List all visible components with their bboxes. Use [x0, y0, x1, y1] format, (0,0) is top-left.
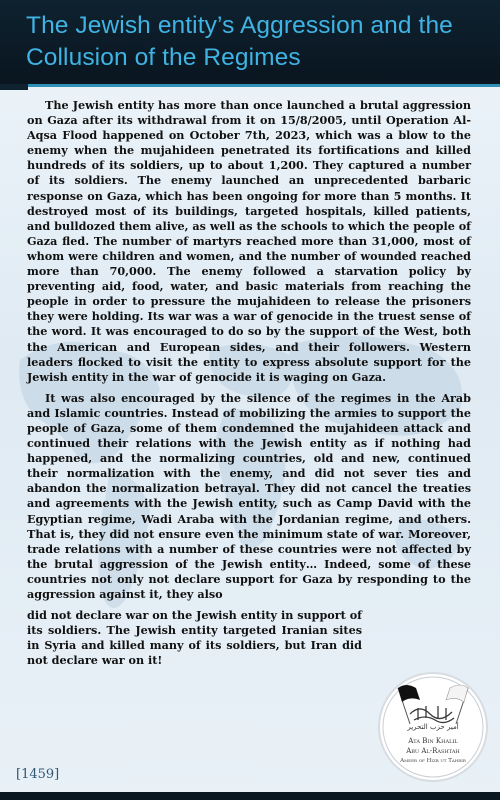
article-paragraph: The Jewish entity has more than once launched a brutal aggression on Gaza after its withdrawal from it on 15/8/2005, until Operation Al-Aqsa Flood happened on October 7th, 2023, which was a blow to the enemy when the mujahideen penetrated its fortifications and killed hundreds of its soldiers, up to about 1,200. They captured a number of its soldiers. The enemy launched an unprecedented barbaric response on Gaza, which has been ongoing for more than 5 months. It destroyed most of its buildings, targeted hospitals, killed patients, and bulldozed them alive, as well as the schools to which the people of Gaza fled. The number of martyrs reached more than 31,000, most of whom were children and women, and the number of wounded reached more than 70,000. The enemy followed a starvation policy by preventing aid, food, water, and basic materials from reaching the people in order to pressure the mujahideen to release the prisoners they were holding. Its war was a war of genocide in the truest sense of the word. It was encouraged to do so by the support of the West, both the American and European sides, and their followers. Western leaders flocked to visit the entity to express absolute support for the Jewish entity in the war of genocide it is waging on Gaza.	[27, 98, 471, 384]
header-banner	[0, 0, 500, 87]
bottom-bar	[0, 792, 500, 800]
header-tab-accent	[0, 84, 28, 90]
seal-name-line-1: Ata Bin Khalil	[408, 737, 458, 745]
seal-subtitle: Ameer of Hizb ut Tahrir	[400, 758, 466, 764]
article-paragraph: It was also encouraged by the silence of the regimes in the Arab and Islamic countries. Instead of mobilizing the armies to support the people of Gaza, some of them condemned the mujahideen attack and continued their relations with the Jewish entity as if nothing had happened, and the normalizing countries, old and new, continued their normalization with the enemy, and did not sever ties and abandon the normalization betrayal. They did not cancel the treaties and agreements with the Jewish entity, such as Camp David with the Egyptian regime, Wadi Araba with the Jordanian regime, and others. That is, they did not ensure even the minimum state of war. Moreover, trade relations with a number of these countries were not affected by the brutal aggression of the Jewish entity… Indeed, some of these countries not only not declare support for Gaza by responding to the aggression against it, they also	[27, 390, 471, 601]
article-paragraph-tail: did not declare war on the Jewish entity in support of its soldiers. The Jewish entity targeted Iranian sites in Syria and killed many of its soldiers, but Iran did not declare war on it!	[27, 608, 362, 668]
author-seal	[378, 672, 488, 782]
seal-name-line-2: Abu Al-Rashtah	[406, 747, 460, 755]
seal-arabic-caption: أمير حزب التحرير	[407, 723, 459, 731]
page-number: [1459]	[16, 767, 60, 782]
page-title: The Jewish entity’s Aggression and the Collusion of the Regimes	[26, 12, 453, 71]
article-body	[27, 98, 471, 668]
